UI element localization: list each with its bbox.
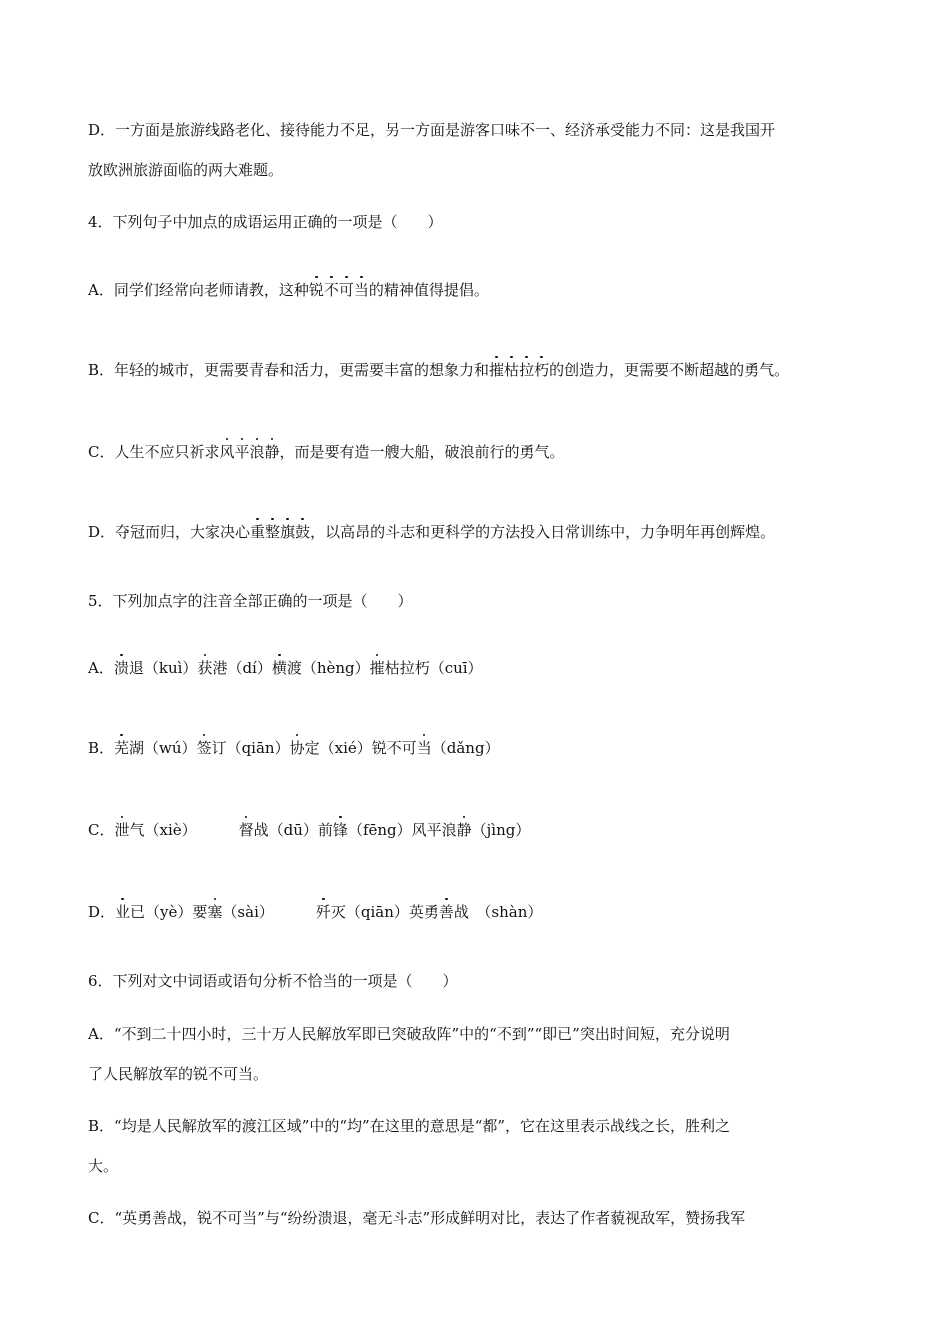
dotted-char: 获 [197, 659, 213, 677]
dotted-char: 善 [438, 903, 454, 921]
dotted-char: 溃 [113, 659, 129, 677]
dotted-char: 旗 [280, 523, 296, 541]
dotted-char: 整 [265, 523, 281, 541]
dotted-char: 当 [353, 281, 369, 299]
dotted-char: 浪 [249, 443, 265, 461]
q5-stem: 5．下列加点字的注音全部正确的一项是（ ） [88, 592, 413, 610]
dotted-char: 业 [115, 903, 131, 921]
dotted-char: 歼 [315, 903, 331, 921]
dotted-char: 静 [456, 821, 472, 839]
dotted-char: 平 [234, 443, 250, 461]
dotted-char: 锐 [308, 281, 324, 299]
q4-option-b: B．年轻的城市，更需要青春和活力，更需要丰富的想象力和摧枯拉朽的创造力，更需要不断超越的勇气。 [88, 361, 790, 379]
q5-option-c: C．泄气（xiè） 督战（dū）前锋（fēng）风平浪静（jìng） [88, 821, 531, 839]
dotted-char: 重 [250, 523, 266, 541]
dotted-char: 协 [289, 739, 305, 757]
dotted-char: 鼓 [295, 523, 311, 541]
dotted-char: 朽 [534, 361, 550, 379]
dotted-char: 当 [416, 739, 432, 757]
q4-option-d: D．夺冠而归，大家决心重整旗鼓，以高昂的斗志和更科学的方法投入日常训练中，力争明年再创辉煌。 [88, 523, 776, 541]
dotted-char: 可 [338, 281, 354, 299]
dotted-char: 拉 [519, 361, 535, 379]
dotted-char: 横 [271, 659, 287, 677]
q3-option-d-line2: 放欧洲旅游面临的两大难题。 [88, 161, 284, 179]
q4-option-c: C．人生不应只祈求风平浪静，而是要有造一艘大船，破浪前行的勇气。 [88, 443, 565, 461]
q4-option-a: A．同学们经常向老师请教，这种锐不可当的精神值得提倡。 [88, 281, 489, 299]
dotted-char: 督 [238, 821, 254, 839]
dotted-char: 签 [196, 739, 212, 757]
dotted-char: 塞 [207, 903, 223, 921]
dotted-char: 摧 [489, 361, 505, 379]
q6-stem: 6．下列对文中词语或语句分析不恰当的一项是（ ） [88, 972, 458, 990]
dotted-char: 泄 [114, 821, 130, 839]
q3-option-d-line1: D．一方面是旅游线路老化、接待能力不足，另一方面是游客口味不一、经济承受能力不同：这是我国开 [88, 121, 776, 139]
q5-option-b: B．芜湖（wú）签订（qiān）协定（xié）锐不可当（dǎng） [88, 739, 500, 757]
dotted-char: 摧 [369, 659, 385, 677]
q4-stem: 4．下列句子中加点的成语运用正确的一项是（ ） [88, 213, 443, 231]
q6-option-c-line1: C．“英勇善战，锐不可当”与“纷纷溃退，毫无斗志”形成鲜明对比，表达了作者藐视敌军，赞扬我军 [88, 1209, 746, 1227]
q5-option-d: D．业已（yè）要塞（sài） 歼灭（qiān）英勇善战 （shàn） [88, 903, 543, 921]
q6-option-a-line2: 了人民解放军的锐不可当。 [88, 1065, 269, 1083]
q5-option-a: A．溃退（kuì）获港（dí）横渡（hèng）摧枯拉朽（cuī） [88, 659, 483, 677]
dotted-char: 枯 [504, 361, 520, 379]
dotted-char: 静 [264, 443, 280, 461]
q6-option-b-line1: B．“均是人民解放军的渡江区域”中的“均”在这里的意思是“都”，它在这里表示战线之长，胜利之 [88, 1117, 731, 1135]
dotted-char: 不 [323, 281, 339, 299]
q6-option-a-line1: A．“不到二十四小时，三十万人民解放军即已突破敌阵”中的“不到”“即已”突出时间短，充分说明 [88, 1025, 730, 1043]
q6-option-b-line2: 大。 [88, 1157, 119, 1175]
dotted-char: 锋 [332, 821, 348, 839]
dotted-char: 芜 [114, 739, 130, 757]
dotted-char: 风 [219, 443, 235, 461]
